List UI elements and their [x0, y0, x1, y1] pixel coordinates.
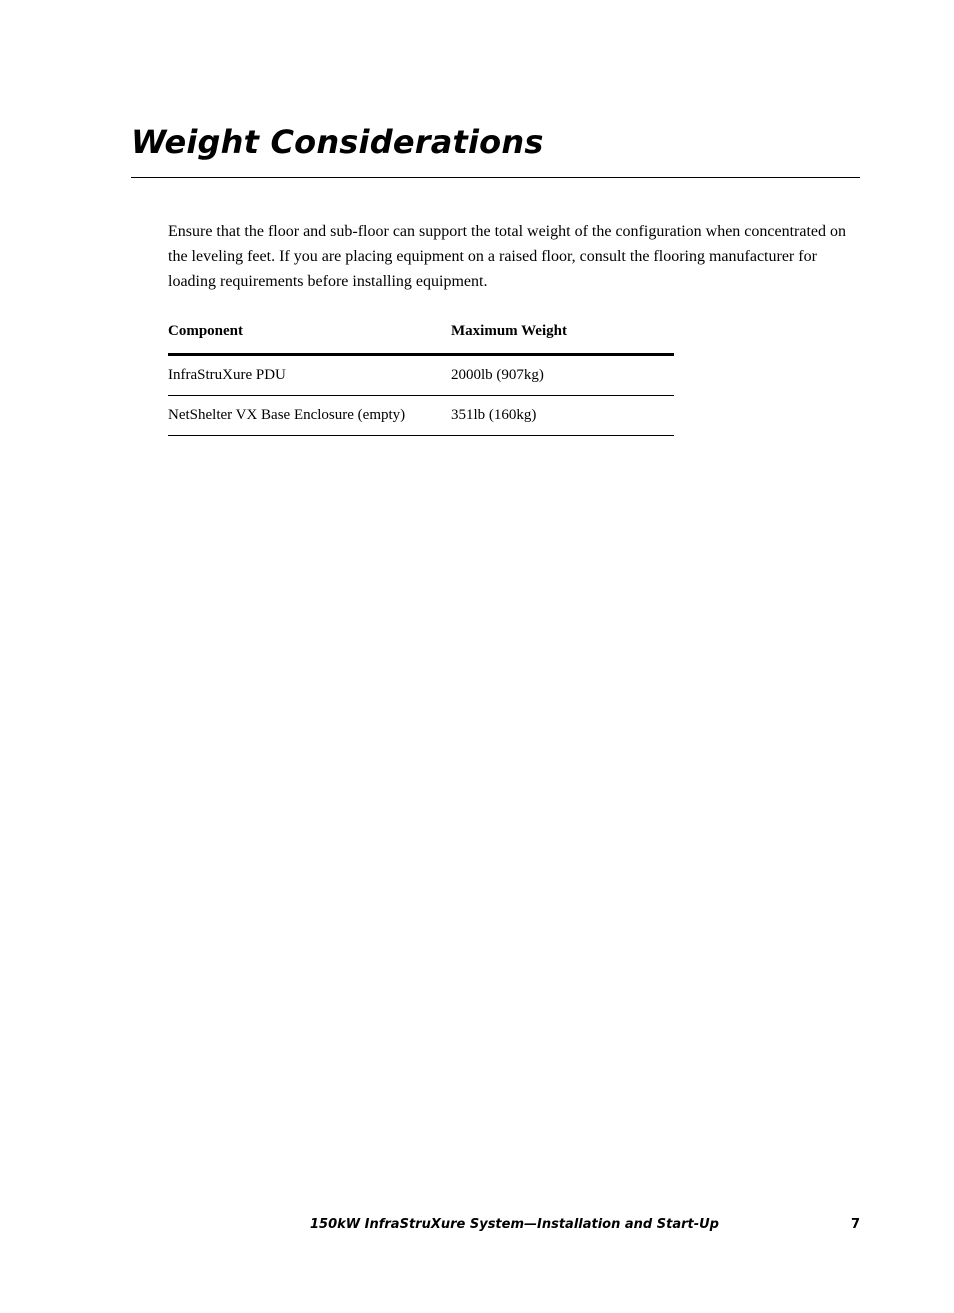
weight-cell: 351lb (160kg) [451, 396, 674, 436]
column-header-maximum-weight: Maximum Weight [451, 318, 674, 355]
weight-cell: 2000lb (907kg) [451, 355, 674, 396]
page-number: 7 [851, 1217, 861, 1232]
footer-document-title: 150kW InfraStruXure System—Installation and Start-Up [310, 1217, 719, 1232]
weight-table [168, 318, 674, 436]
column-header-component: Component [168, 318, 451, 355]
table-row [168, 355, 674, 396]
page-title: Weight Considerations [131, 123, 544, 161]
table-header-row [168, 318, 674, 355]
component-cell: NetShelter VX Base Enclosure (empty) [168, 396, 451, 436]
title-divider [131, 177, 860, 178]
intro-paragraph: Ensure that the floor and sub-floor can support the total weight of the configuration when concentrated on the leveling feet. If you are placing equipment on a raised floor, consult the flooring manufacturer for loading requirements before installing equipment. [168, 223, 847, 290]
component-cell: InfraStruXure PDU [168, 355, 451, 396]
table-row [168, 396, 674, 436]
